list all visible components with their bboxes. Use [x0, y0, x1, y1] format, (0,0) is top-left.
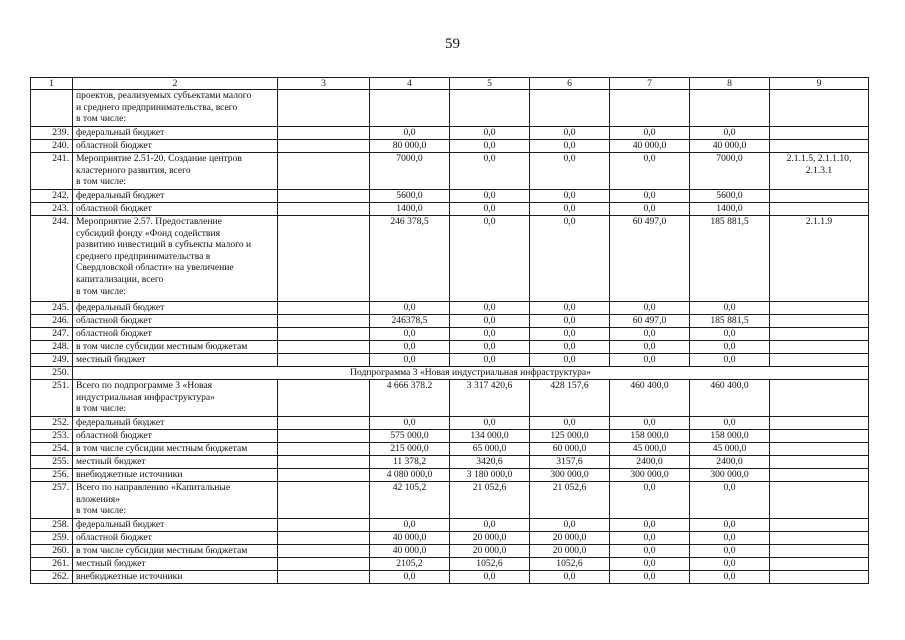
cell-col-6: 428 157,6	[530, 380, 610, 417]
cell-col-7: 460 400,0	[610, 380, 690, 417]
row-name: областной бюджет	[73, 140, 278, 153]
cell-col-6: 3157,6	[530, 456, 610, 469]
table-row	[31, 469, 869, 482]
cell-col-8: 1400,0	[690, 203, 770, 216]
cell-col-3	[278, 203, 370, 216]
table-row	[31, 90, 869, 127]
cell-col-3	[278, 532, 370, 545]
table-row	[31, 380, 869, 417]
cell-col-4: 4 666 378.2	[370, 380, 450, 417]
cell-col-8: 0,0	[690, 558, 770, 571]
cell-col-7	[610, 90, 690, 127]
cell-col-6: 300 000,0	[530, 469, 610, 482]
cell-col-6: 60 000,0	[530, 443, 610, 456]
cell-col-7: 158 000,0	[610, 430, 690, 443]
row-name: Всего по подпрограмме 3 «Новая индустриальная инфраструктура» в том числе:	[73, 380, 278, 417]
row-number: 253.	[31, 430, 73, 443]
cell-col-4: 0,0	[370, 519, 450, 532]
cell-col-3	[278, 380, 370, 417]
cell-col-9	[770, 203, 869, 216]
table-row	[31, 430, 869, 443]
cell-col-4: 7000,0	[370, 153, 450, 190]
table-row	[31, 140, 869, 153]
cell-col-6: 0,0	[530, 203, 610, 216]
cell-col-3	[278, 417, 370, 430]
cell-col-8: 7000,0	[690, 153, 770, 190]
cell-col-9	[770, 558, 869, 571]
cell-col-8: 0,0	[690, 354, 770, 367]
cell-col-7: 60 497,0	[610, 216, 690, 302]
cell-col-8	[690, 90, 770, 127]
cell-col-4: 0,0	[370, 354, 450, 367]
cell-col-8: 40 000,0	[690, 140, 770, 153]
row-number: 248.	[31, 341, 73, 354]
cell-col-7: 0,0	[610, 354, 690, 367]
row-number: 254.	[31, 443, 73, 456]
cell-col-4: 42 105,2	[370, 482, 450, 519]
cell-col-4: 40 000,0	[370, 532, 450, 545]
cell-col-7: 60 497,0	[610, 315, 690, 328]
cell-col-4: 4 080 000,0	[370, 469, 450, 482]
table-row	[31, 153, 869, 190]
cell-col-7: 0,0	[610, 153, 690, 190]
row-name: федеральный бюджет	[73, 417, 278, 430]
column-header-7: 7	[610, 78, 690, 90]
row-name: Мероприятие 2.51-20. Создание центров кластерного развития, всего в том числе:	[73, 153, 278, 190]
table-row	[31, 456, 869, 469]
cell-col-9	[770, 140, 869, 153]
cell-col-5: 20 000,0	[450, 532, 530, 545]
row-number: 260.	[31, 545, 73, 558]
cell-col-6: 0,0	[530, 216, 610, 302]
row-number: 261.	[31, 558, 73, 571]
cell-col-5: 0,0	[450, 203, 530, 216]
cell-col-5: 0,0	[450, 153, 530, 190]
cell-col-7: 40 000,0	[610, 140, 690, 153]
cell-col-7: 0,0	[610, 190, 690, 203]
cell-col-3	[278, 558, 370, 571]
budget-table	[30, 77, 869, 584]
cell-col-5: 3 317 420,6	[450, 380, 530, 417]
cell-col-6: 0,0	[530, 354, 610, 367]
table-row	[31, 545, 869, 558]
table-row	[31, 190, 869, 203]
cell-col-5: 0,0	[450, 140, 530, 153]
cell-col-7: 0,0	[610, 417, 690, 430]
cell-col-8: 2400,0	[690, 456, 770, 469]
cell-col-5: 0,0	[450, 354, 530, 367]
row-number: 240.	[31, 140, 73, 153]
cell-col-8: 185 881,5	[690, 216, 770, 302]
cell-col-9	[770, 482, 869, 519]
table-row	[31, 354, 869, 367]
cell-col-9	[770, 443, 869, 456]
cell-col-9	[770, 571, 869, 584]
cell-col-3	[278, 443, 370, 456]
cell-col-3	[278, 315, 370, 328]
cell-col-4: 5600,0	[370, 190, 450, 203]
table-row	[31, 417, 869, 430]
cell-col-3	[278, 354, 370, 367]
cell-col-6: 0,0	[530, 315, 610, 328]
cell-col-9	[770, 532, 869, 545]
column-header-9: 9	[770, 78, 869, 90]
page-number: 59	[445, 36, 460, 52]
row-number: 262.	[31, 571, 73, 584]
cell-col-7: 2400,0	[610, 456, 690, 469]
row-name: в том числе субсидии местным бюджетам	[73, 443, 278, 456]
cell-col-6	[530, 90, 610, 127]
cell-col-9	[770, 354, 869, 367]
column-header-2: 2	[73, 78, 278, 90]
cell-col-7: 0,0	[610, 328, 690, 341]
row-name: областной бюджет	[73, 203, 278, 216]
cell-col-5: 0,0	[450, 127, 530, 140]
cell-col-7: 0,0	[610, 532, 690, 545]
section-title: Подпрограмма 3 «Новая индустриальная инфраструктура»	[73, 367, 869, 380]
cell-col-8: 5600,0	[690, 190, 770, 203]
cell-col-3	[278, 456, 370, 469]
row-number: 239.	[31, 127, 73, 140]
table-body	[31, 90, 869, 584]
row-name: областной бюджет	[73, 532, 278, 545]
row-number: 245.	[31, 302, 73, 315]
cell-col-8: 300 000,0	[690, 469, 770, 482]
cell-col-4: 215 000,0	[370, 443, 450, 456]
cell-col-5: 3 180 000,0	[450, 469, 530, 482]
cell-col-4	[370, 90, 450, 127]
cell-col-3	[278, 90, 370, 127]
cell-col-5: 0,0	[450, 328, 530, 341]
cell-col-7: 0,0	[610, 545, 690, 558]
cell-col-4: 2105,2	[370, 558, 450, 571]
cell-col-9	[770, 90, 869, 127]
cell-col-5: 0,0	[450, 315, 530, 328]
cell-col-8: 0,0	[690, 519, 770, 532]
table-row	[31, 328, 869, 341]
cell-col-8: 158 000,0	[690, 430, 770, 443]
row-number: 241.	[31, 153, 73, 190]
cell-col-6: 20 000,0	[530, 532, 610, 545]
cell-col-5: 0,0	[450, 216, 530, 302]
row-number: 244.	[31, 216, 73, 302]
cell-col-5: 0,0	[450, 519, 530, 532]
cell-col-5: 0,0	[450, 190, 530, 203]
column-header-6: 6	[530, 78, 610, 90]
cell-col-9	[770, 519, 869, 532]
column-header-4: 4	[370, 78, 450, 90]
row-number: 243.	[31, 203, 73, 216]
cell-col-8: 45 000,0	[690, 443, 770, 456]
row-number	[31, 90, 73, 127]
cell-col-3	[278, 140, 370, 153]
cell-col-3	[278, 153, 370, 190]
cell-col-8: 0,0	[690, 417, 770, 430]
table-row	[31, 519, 869, 532]
cell-col-6: 0,0	[530, 127, 610, 140]
cell-col-6: 0,0	[530, 302, 610, 315]
cell-col-6: 21 052,6	[530, 482, 610, 519]
cell-col-8: 0,0	[690, 545, 770, 558]
cell-col-4: 40 000,0	[370, 545, 450, 558]
cell-col-3	[278, 127, 370, 140]
cell-col-6: 20 000,0	[530, 545, 610, 558]
cell-col-9	[770, 417, 869, 430]
cell-col-9	[770, 302, 869, 315]
cell-col-5	[450, 90, 530, 127]
row-number: 259.	[31, 532, 73, 545]
table-row	[31, 482, 869, 519]
cell-col-9	[770, 469, 869, 482]
row-number: 247.	[31, 328, 73, 341]
cell-col-9	[770, 430, 869, 443]
cell-col-7: 0,0	[610, 482, 690, 519]
cell-col-7: 0,0	[610, 519, 690, 532]
table-row	[31, 532, 869, 545]
cell-col-3	[278, 545, 370, 558]
cell-col-6: 125 000,0	[530, 430, 610, 443]
cell-col-5: 1052,6	[450, 558, 530, 571]
cell-col-5: 21 052,6	[450, 482, 530, 519]
cell-col-5: 0,0	[450, 571, 530, 584]
row-name: местный бюджет	[73, 354, 278, 367]
cell-col-8: 0,0	[690, 127, 770, 140]
cell-col-3	[278, 469, 370, 482]
cell-col-7: 0,0	[610, 203, 690, 216]
cell-col-8: 0,0	[690, 341, 770, 354]
table-row	[31, 127, 869, 140]
cell-col-5: 65 000,0	[450, 443, 530, 456]
cell-col-7: 0,0	[610, 302, 690, 315]
cell-col-3	[278, 190, 370, 203]
cell-col-4: 0,0	[370, 127, 450, 140]
cell-col-9	[770, 456, 869, 469]
cell-col-5: 3420,6	[450, 456, 530, 469]
cell-col-7: 0,0	[610, 558, 690, 571]
cell-col-6: 0,0	[530, 190, 610, 203]
cell-col-6: 0,0	[530, 140, 610, 153]
cell-col-9	[770, 127, 869, 140]
cell-col-3	[278, 430, 370, 443]
cell-col-6: 0,0	[530, 571, 610, 584]
cell-col-3	[278, 571, 370, 584]
row-name: федеральный бюджет	[73, 190, 278, 203]
cell-col-8: 185 881,5	[690, 315, 770, 328]
cell-col-4: 0,0	[370, 328, 450, 341]
cell-col-8: 0,0	[690, 302, 770, 315]
table-row	[31, 558, 869, 571]
table-row	[31, 302, 869, 315]
column-header-1: 1	[31, 78, 73, 90]
cell-col-3	[278, 482, 370, 519]
cell-col-9	[770, 315, 869, 328]
cell-col-4: 246 378,5	[370, 216, 450, 302]
row-name: местный бюджет	[73, 558, 278, 571]
row-number: 257.	[31, 482, 73, 519]
row-name: Мероприятие 2.57. Предоставление субсидий фонду «Фонд содействия развитию инвестиций в субъекты малого и среднего предпринимательства в Свердловской области» на увеличение капитализации, всего в том числе:	[73, 216, 278, 302]
table-row	[31, 203, 869, 216]
cell-col-4: 246378,5	[370, 315, 450, 328]
cell-col-9	[770, 545, 869, 558]
cell-col-4: 575 000,0	[370, 430, 450, 443]
cell-col-5: 0,0	[450, 341, 530, 354]
row-name: областной бюджет	[73, 315, 278, 328]
row-name: федеральный бюджет	[73, 519, 278, 532]
cell-col-3	[278, 328, 370, 341]
cell-col-6: 0,0	[530, 417, 610, 430]
table-row	[31, 341, 869, 354]
row-name: внебюджетные источники	[73, 469, 278, 482]
cell-col-7: 300 000,0	[610, 469, 690, 482]
cell-col-4: 11 378,2	[370, 456, 450, 469]
table-row	[31, 216, 869, 302]
cell-col-7: 45 000,0	[610, 443, 690, 456]
cell-col-9	[770, 341, 869, 354]
row-number: 242.	[31, 190, 73, 203]
cell-col-5: 134 000,0	[450, 430, 530, 443]
column-header-5: 5	[450, 78, 530, 90]
row-name: в том числе субсидии местным бюджетам	[73, 545, 278, 558]
cell-col-5: 0,0	[450, 417, 530, 430]
cell-col-4: 0,0	[370, 417, 450, 430]
cell-col-8: 0,0	[690, 328, 770, 341]
row-number: 251.	[31, 380, 73, 417]
cell-col-4: 1400,0	[370, 203, 450, 216]
row-name: проектов, реализуемых субъектами малого и среднего предпринимательства, всего в том числе:	[73, 90, 278, 127]
row-number: 246.	[31, 315, 73, 328]
row-number: 252.	[31, 417, 73, 430]
cell-col-7: 0,0	[610, 571, 690, 584]
cell-col-8: 460 400,0	[690, 380, 770, 417]
row-number: 249.	[31, 354, 73, 367]
cell-col-3	[278, 216, 370, 302]
cell-col-9	[770, 380, 869, 417]
cell-col-7: 0,0	[610, 341, 690, 354]
cell-col-9	[770, 190, 869, 203]
cell-col-9: 2.1.1.5, 2.1.1.10, 2.1.3.1	[770, 153, 869, 190]
cell-col-8: 0,0	[690, 482, 770, 519]
column-header-8: 8	[690, 78, 770, 90]
cell-col-4: 80 000,0	[370, 140, 450, 153]
cell-col-9	[770, 328, 869, 341]
cell-col-4: 0,0	[370, 302, 450, 315]
cell-col-3	[278, 341, 370, 354]
row-name: в том числе субсидии местным бюджетам	[73, 341, 278, 354]
row-number: 256.	[31, 469, 73, 482]
cell-col-8: 0,0	[690, 532, 770, 545]
table-row	[31, 443, 869, 456]
cell-col-4: 0,0	[370, 341, 450, 354]
row-name: областной бюджет	[73, 430, 278, 443]
cell-col-4: 0,0	[370, 571, 450, 584]
row-number: 258.	[31, 519, 73, 532]
row-name: внебюджетные источники	[73, 571, 278, 584]
row-number: 255.	[31, 456, 73, 469]
row-name: федеральный бюджет	[73, 302, 278, 315]
cell-col-6: 0,0	[530, 341, 610, 354]
row-number: 250.	[31, 367, 73, 380]
cell-col-3	[278, 302, 370, 315]
cell-col-5: 20 000,0	[450, 545, 530, 558]
row-name: Всего по направлению «Капитальные вложения» в том числе:	[73, 482, 278, 519]
cell-col-6: 0,0	[530, 153, 610, 190]
column-header-3: 3	[278, 78, 370, 90]
table-row	[31, 367, 869, 380]
cell-col-5: 0,0	[450, 302, 530, 315]
row-name: федеральный бюджет	[73, 127, 278, 140]
row-name: областной бюджет	[73, 328, 278, 341]
cell-col-6: 0,0	[530, 519, 610, 532]
row-name: местный бюджет	[73, 456, 278, 469]
cell-col-7: 0,0	[610, 127, 690, 140]
column-header-row	[31, 78, 869, 90]
cell-col-3	[278, 519, 370, 532]
cell-col-8: 0,0	[690, 571, 770, 584]
cell-col-9: 2.1.1.9	[770, 216, 869, 302]
table-row	[31, 315, 869, 328]
cell-col-6: 1052,6	[530, 558, 610, 571]
cell-col-6: 0,0	[530, 328, 610, 341]
table-row	[31, 571, 869, 584]
